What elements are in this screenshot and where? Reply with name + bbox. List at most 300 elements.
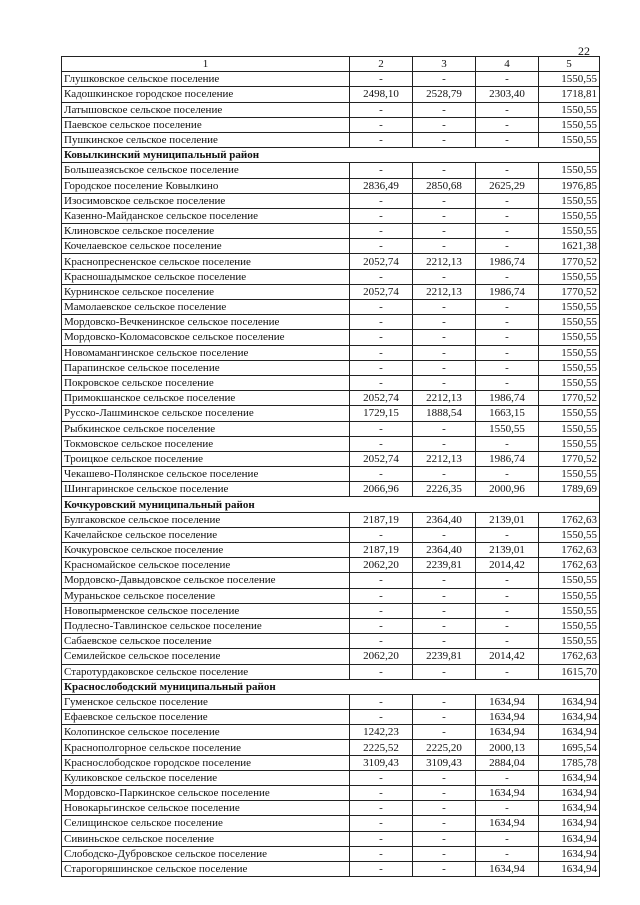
value-col-3: - [413, 664, 476, 679]
settlement-name: Куликовское сельское поселение [62, 770, 350, 785]
value-col-4: 2139,01 [476, 543, 539, 558]
table-row [62, 224, 600, 239]
value-col-3: - [413, 618, 476, 633]
value-col-2: 2066,96 [350, 482, 413, 497]
settlement-name: Русско-Лашминское сельское поселение [62, 406, 350, 421]
value-col-4: 1986,74 [476, 451, 539, 466]
value-col-3: - [413, 360, 476, 375]
value-col-4: - [476, 330, 539, 345]
table-row [62, 391, 600, 406]
value-col-2: - [350, 375, 413, 390]
table-row [62, 467, 600, 482]
value-col-3: 2212,13 [413, 451, 476, 466]
value-col-4: 1634,94 [476, 816, 539, 831]
value-col-5: 1976,85 [539, 178, 600, 193]
value-col-2: 1242,23 [350, 725, 413, 740]
value-col-5: 1550,55 [539, 330, 600, 345]
value-col-3: - [413, 330, 476, 345]
value-col-4: - [476, 315, 539, 330]
value-col-4: - [476, 770, 539, 785]
value-col-2: - [350, 467, 413, 482]
value-col-2: - [350, 618, 413, 633]
settlement-name: Сивиньское сельское поселение [62, 831, 350, 846]
value-col-5: 1550,55 [539, 132, 600, 147]
value-col-5: 1550,55 [539, 603, 600, 618]
district-header-row [62, 679, 600, 694]
value-col-4: - [476, 132, 539, 147]
value-col-3: - [413, 770, 476, 785]
value-col-3: - [413, 831, 476, 846]
value-col-4: 2139,01 [476, 512, 539, 527]
value-col-5: 1550,55 [539, 527, 600, 542]
value-col-5: 1550,55 [539, 117, 600, 132]
value-col-5: 1550,55 [539, 618, 600, 633]
settlement-name: Шингаринское сельское поселение [62, 482, 350, 497]
value-col-2: - [350, 846, 413, 861]
settlement-name: Кадошкинское городское поселение [62, 87, 350, 102]
table-row [62, 861, 600, 876]
settlement-name: Токмовское сельское поселение [62, 436, 350, 451]
settlement-name: Рыбкинское сельское поселение [62, 421, 350, 436]
value-col-4: 2884,04 [476, 755, 539, 770]
settlement-name: Кочкуровское сельское поселение [62, 543, 350, 558]
value-col-4: - [476, 603, 539, 618]
value-col-5: 1550,55 [539, 345, 600, 360]
value-col-3: 2364,40 [413, 543, 476, 558]
value-col-2: - [350, 436, 413, 451]
value-col-5: 1550,55 [539, 193, 600, 208]
value-col-2: - [350, 72, 413, 87]
table-row [62, 588, 600, 603]
value-col-2: - [350, 801, 413, 816]
value-col-2: 1729,15 [350, 406, 413, 421]
value-col-5: 1550,55 [539, 573, 600, 588]
value-col-3: - [413, 315, 476, 330]
value-col-3: - [413, 345, 476, 360]
value-col-2: 2052,74 [350, 391, 413, 406]
value-col-3: 2850,68 [413, 178, 476, 193]
value-col-5: 1550,55 [539, 300, 600, 315]
value-col-4: - [476, 72, 539, 87]
settlement-name: Троицкое сельское поселение [62, 451, 350, 466]
value-col-3: 2212,13 [413, 391, 476, 406]
value-col-5: 1550,55 [539, 421, 600, 436]
settlement-name: Ефаевское сельское поселение [62, 710, 350, 725]
table-row [62, 436, 600, 451]
value-col-3: - [413, 816, 476, 831]
value-col-4: - [476, 664, 539, 679]
table-row [62, 664, 600, 679]
value-col-3: 2212,13 [413, 284, 476, 299]
value-col-5: 1550,55 [539, 208, 600, 223]
table-row [62, 208, 600, 223]
value-col-5: 1762,63 [539, 558, 600, 573]
value-col-2: - [350, 300, 413, 315]
value-col-2: 2836,49 [350, 178, 413, 193]
value-col-4: - [476, 634, 539, 649]
value-col-2: - [350, 102, 413, 117]
table-row [62, 558, 600, 573]
value-col-3: - [413, 634, 476, 649]
value-col-4: - [476, 224, 539, 239]
value-col-4: 1663,15 [476, 406, 539, 421]
value-col-2: - [350, 694, 413, 709]
value-col-2: - [350, 360, 413, 375]
table-row [62, 603, 600, 618]
value-col-4: 1634,94 [476, 786, 539, 801]
value-col-4: - [476, 573, 539, 588]
value-col-2: - [350, 710, 413, 725]
table-row [62, 117, 600, 132]
table-row [62, 330, 600, 345]
value-col-4: 1986,74 [476, 254, 539, 269]
settlement-name: Новопырменское сельское поселение [62, 603, 350, 618]
district-header-row [62, 148, 600, 163]
table-row [62, 801, 600, 816]
settlement-name: Латышовское сельское поселение [62, 102, 350, 117]
value-col-4: 2000,13 [476, 740, 539, 755]
settlement-name: Мордовско-Паркинское сельское поселение [62, 786, 350, 801]
value-col-5: 1634,94 [539, 861, 600, 876]
value-col-2: 2052,74 [350, 254, 413, 269]
value-col-3: - [413, 603, 476, 618]
table-row [62, 72, 600, 87]
value-col-3: - [413, 239, 476, 254]
value-col-4: - [476, 846, 539, 861]
settlement-name: Сабаевское сельское поселение [62, 634, 350, 649]
value-col-3: - [413, 573, 476, 588]
value-col-4: - [476, 588, 539, 603]
value-col-2: - [350, 269, 413, 284]
value-col-3: - [413, 861, 476, 876]
value-col-3: 2239,81 [413, 558, 476, 573]
settlement-name: Красношадымское сельское поселение [62, 269, 350, 284]
value-col-3: - [413, 710, 476, 725]
value-col-5: 1550,55 [539, 634, 600, 649]
value-col-3: 2225,20 [413, 740, 476, 755]
table-row [62, 649, 600, 664]
value-col-2: - [350, 117, 413, 132]
value-col-5: 1634,94 [539, 725, 600, 740]
value-col-5: 1550,55 [539, 588, 600, 603]
district-header-row [62, 497, 600, 512]
column-header: 3 [413, 57, 476, 72]
table-body [62, 72, 600, 877]
settlement-name: Клиновское сельское поселение [62, 224, 350, 239]
settlement-name: Кочелаевское сельское поселение [62, 239, 350, 254]
value-col-5: 1550,55 [539, 375, 600, 390]
table-row [62, 831, 600, 846]
district-name: Ковылкинский муниципальный район [62, 148, 600, 163]
settlement-name: Пушкинское сельское поселение [62, 132, 350, 147]
value-col-2: 2498,10 [350, 87, 413, 102]
value-col-3: 2239,81 [413, 649, 476, 664]
value-col-2: - [350, 527, 413, 542]
value-col-5: 1634,94 [539, 801, 600, 816]
settlement-name: Колопинское сельское поселение [62, 725, 350, 740]
settlement-name: Покровское сельское поселение [62, 375, 350, 390]
tariff-table [61, 56, 600, 877]
value-col-2: 3109,43 [350, 755, 413, 770]
value-col-4: 1986,74 [476, 391, 539, 406]
value-col-4: 2625,29 [476, 178, 539, 193]
value-col-3: - [413, 193, 476, 208]
value-col-2: - [350, 345, 413, 360]
settlement-name: Изосимовское сельское поселение [62, 193, 350, 208]
value-col-5: 1550,55 [539, 102, 600, 117]
value-col-2: 2052,74 [350, 451, 413, 466]
table-row [62, 269, 600, 284]
value-col-5: 1550,55 [539, 72, 600, 87]
value-col-3: - [413, 801, 476, 816]
value-col-4: - [476, 618, 539, 633]
value-col-5: 1695,54 [539, 740, 600, 755]
table-row [62, 755, 600, 770]
value-col-4: - [476, 436, 539, 451]
value-col-3: - [413, 786, 476, 801]
table-row [62, 193, 600, 208]
table-row [62, 527, 600, 542]
value-col-2: - [350, 421, 413, 436]
value-col-4: - [476, 527, 539, 542]
value-col-5: 1550,55 [539, 467, 600, 482]
value-col-2: - [350, 239, 413, 254]
settlement-name: Старотурдаковское сельское поселение [62, 664, 350, 679]
value-col-3: - [413, 421, 476, 436]
value-col-4: - [476, 300, 539, 315]
settlement-name: Качелайское сельское поселение [62, 527, 350, 542]
settlement-name: Новомамангинское сельское поселение [62, 345, 350, 360]
settlement-name: Мордовско-Давыдовское сельское поселение [62, 573, 350, 588]
table-row [62, 846, 600, 861]
value-col-4: 1550,55 [476, 421, 539, 436]
table-row [62, 406, 600, 421]
value-col-2: - [350, 588, 413, 603]
column-header: 5 [539, 57, 600, 72]
value-col-3: - [413, 269, 476, 284]
value-col-5: 1550,55 [539, 360, 600, 375]
value-col-5: 1621,38 [539, 239, 600, 254]
table-row [62, 634, 600, 649]
value-col-5: 1762,63 [539, 649, 600, 664]
settlement-name: Примокшанское сельское поселение [62, 391, 350, 406]
table-row [62, 360, 600, 375]
value-col-2: - [350, 573, 413, 588]
value-col-2: 2187,19 [350, 543, 413, 558]
value-col-5: 1762,63 [539, 543, 600, 558]
value-col-3: - [413, 725, 476, 740]
settlement-name: Казенно-Майданское сельское поселение [62, 208, 350, 223]
settlement-name: Семилейское сельское поселение [62, 649, 350, 664]
value-col-5: 1634,94 [539, 710, 600, 725]
table-row [62, 163, 600, 178]
table-row [62, 740, 600, 755]
value-col-3: - [413, 300, 476, 315]
value-col-5: 1550,55 [539, 315, 600, 330]
value-col-3: - [413, 527, 476, 542]
value-col-4: - [476, 163, 539, 178]
settlement-name: Большеазясьское сельское поселение [62, 163, 350, 178]
settlement-name: Новокарьгинское сельское поселение [62, 801, 350, 816]
value-col-5: 1634,94 [539, 694, 600, 709]
value-col-3: - [413, 208, 476, 223]
value-col-5: 1634,94 [539, 816, 600, 831]
table-row [62, 239, 600, 254]
settlement-name: Паевское сельское поселение [62, 117, 350, 132]
value-col-4: - [476, 208, 539, 223]
value-col-5: 1634,94 [539, 846, 600, 861]
table-row [62, 451, 600, 466]
value-col-2: - [350, 208, 413, 223]
value-col-2: - [350, 224, 413, 239]
value-col-3: 3109,43 [413, 755, 476, 770]
table-row [62, 132, 600, 147]
table-row [62, 573, 600, 588]
value-col-4: - [476, 239, 539, 254]
settlement-name: Чекашево-Полянское сельское поселение [62, 467, 350, 482]
value-col-2: - [350, 603, 413, 618]
value-col-2: 2187,19 [350, 512, 413, 527]
value-col-4: - [476, 360, 539, 375]
value-col-2: - [350, 193, 413, 208]
table-row [62, 770, 600, 785]
table-row [62, 482, 600, 497]
value-col-4: - [476, 375, 539, 390]
value-col-4: - [476, 102, 539, 117]
value-col-2: - [350, 786, 413, 801]
value-col-3: 2226,35 [413, 482, 476, 497]
value-col-3: - [413, 694, 476, 709]
table-row [62, 254, 600, 269]
value-col-4: 1634,94 [476, 861, 539, 876]
value-col-2: - [350, 132, 413, 147]
district-name: Кочкуровский муниципальный район [62, 497, 600, 512]
value-col-5: 1615,70 [539, 664, 600, 679]
table-row [62, 300, 600, 315]
value-col-2: - [350, 315, 413, 330]
settlement-name: Селищинское сельское поселение [62, 816, 350, 831]
column-header: 1 [62, 57, 350, 72]
settlement-name: Курнинское сельское поселение [62, 284, 350, 299]
table-row [62, 178, 600, 193]
value-col-5: 1550,55 [539, 224, 600, 239]
value-col-4: 1634,94 [476, 694, 539, 709]
settlement-name: Глушковское сельское поселение [62, 72, 350, 87]
table-row [62, 725, 600, 740]
table-row [62, 786, 600, 801]
value-col-5: 1789,69 [539, 482, 600, 497]
value-col-3: - [413, 588, 476, 603]
value-col-2: - [350, 831, 413, 846]
settlement-name: Красномайское сельское поселение [62, 558, 350, 573]
district-name: Краснослободский муниципальный район [62, 679, 600, 694]
value-col-5: 1634,94 [539, 786, 600, 801]
value-col-4: 2014,42 [476, 649, 539, 664]
table-row [62, 315, 600, 330]
table-row [62, 543, 600, 558]
settlement-name: Гуменское сельское поселение [62, 694, 350, 709]
value-col-3: - [413, 375, 476, 390]
value-col-2: - [350, 770, 413, 785]
value-col-5: 1550,55 [539, 406, 600, 421]
value-col-3: - [413, 102, 476, 117]
column-header: 2 [350, 57, 413, 72]
value-col-3: - [413, 846, 476, 861]
table-row [62, 710, 600, 725]
table-row [62, 421, 600, 436]
value-col-2: - [350, 664, 413, 679]
table-row [62, 284, 600, 299]
settlement-name: Мураньское сельское поселение [62, 588, 350, 603]
value-col-3: - [413, 224, 476, 239]
value-col-2: 2225,52 [350, 740, 413, 755]
value-col-4: - [476, 193, 539, 208]
value-col-5: 1770,52 [539, 254, 600, 269]
settlement-name: Мордовско-Вечкенинское сельское поселение [62, 315, 350, 330]
settlement-name: Городское поселение Ковылкино [62, 178, 350, 193]
value-col-4: - [476, 269, 539, 284]
settlement-name: Подлесно-Тавлинское сельское поселение [62, 618, 350, 633]
value-col-4: - [476, 117, 539, 132]
settlement-name: Старогоряшинское сельское поселение [62, 861, 350, 876]
value-col-5: 1550,55 [539, 269, 600, 284]
value-col-2: - [350, 816, 413, 831]
value-col-5: 1770,52 [539, 451, 600, 466]
page-number: 22 [578, 44, 590, 58]
value-col-4: - [476, 831, 539, 846]
value-col-4: 1986,74 [476, 284, 539, 299]
value-col-3: - [413, 117, 476, 132]
value-col-4: 2000,96 [476, 482, 539, 497]
value-col-3: 1888,54 [413, 406, 476, 421]
table-row [62, 618, 600, 633]
settlement-name: Булгаковское сельское поселение [62, 512, 350, 527]
value-col-2: 2052,74 [350, 284, 413, 299]
settlement-name: Парапинское сельское поселение [62, 360, 350, 375]
table-row [62, 816, 600, 831]
value-col-3: 2364,40 [413, 512, 476, 527]
column-header: 4 [476, 57, 539, 72]
value-col-3: 2528,79 [413, 87, 476, 102]
value-col-2: 2062,20 [350, 558, 413, 573]
value-col-5: 1550,55 [539, 436, 600, 451]
value-col-5: 1785,78 [539, 755, 600, 770]
value-col-2: - [350, 330, 413, 345]
value-col-5: 1770,52 [539, 284, 600, 299]
value-col-3: - [413, 436, 476, 451]
settlement-name: Краснополгорное сельское поселение [62, 740, 350, 755]
header-row [62, 57, 600, 72]
table-row [62, 87, 600, 102]
value-col-3: - [413, 467, 476, 482]
value-col-4: 2014,42 [476, 558, 539, 573]
settlement-name: Мамолаевское сельское поселение [62, 300, 350, 315]
value-col-2: - [350, 861, 413, 876]
value-col-4: 1634,94 [476, 725, 539, 740]
value-col-5: 1634,94 [539, 831, 600, 846]
value-col-3: 2212,13 [413, 254, 476, 269]
settlement-name: Краснопресненское сельское поселение [62, 254, 350, 269]
value-col-5: 1762,63 [539, 512, 600, 527]
value-col-3: - [413, 72, 476, 87]
value-col-2: 2062,20 [350, 649, 413, 664]
table-row [62, 102, 600, 117]
table-row [62, 512, 600, 527]
settlement-name: Слободско-Дубровское сельское поселение [62, 846, 350, 861]
value-col-5: 1550,55 [539, 163, 600, 178]
value-col-2: - [350, 634, 413, 649]
value-col-4: - [476, 467, 539, 482]
